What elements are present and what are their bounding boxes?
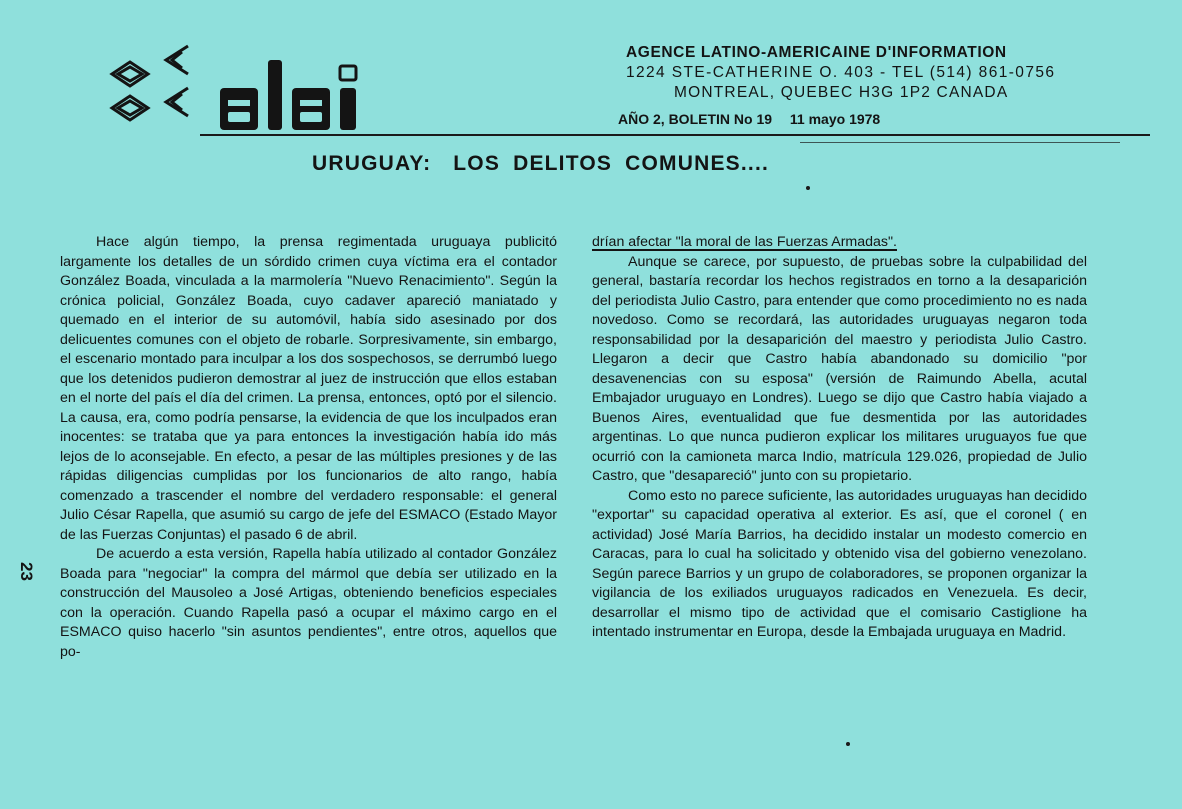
agency-name: AGENCE LATINO-AMERICAINE D'INFORMATION <box>626 44 1007 61</box>
right-paragraph-2: Como esto no parece suficiente, las autoridades uruguayas han decidido "exportar" su capacidad operativa al exterior. Es así, que el coronel ( en actividad) José María Barrios, ha decidido instalar un modesto comercio en Caracas, para lo cual ha solicitado y obtenido visa del gobierno venezolano. Según parece Barrios y un grupo de colaboradores, se proponen organizar la vigilancia de los exiliados uruguayos radicados en Venezuela. Es decir, desarrollar el mismo tipo de actividad que el comisario Castiglione ha intentado instrumentar en Europa, desde la Embajada uruguaya en Madrid. <box>592 487 1087 640</box>
headline-country: URUGUAY: <box>312 152 432 175</box>
agency-address: 1224 STE-CATHERINE O. 403 - TEL (514) 861-0756 <box>626 64 1056 81</box>
headline-title: LOS DELITOS COMUNES.... <box>453 152 770 175</box>
header-rule <box>200 134 1150 136</box>
ink-dot <box>806 186 810 190</box>
left-paragraph-2: De acuerdo a esta versión, Rapella había utilizado al contador González Boada para "negociar" la compra del mármol que debía ser utilizado en la construcción del Mausoleo a José Artigas, obteniendo beneficios especiales con la operación. Cuando Rapella pasó a ocupar el máximo cargo en el ESMACO quiso hacerlo "sin asuntos pendientes", entre otros, aquellos que po- <box>60 546 557 660</box>
headline <box>312 152 769 176</box>
issue-date: 11 mayo 1978 <box>789 111 881 127</box>
left-paragraph-1: Hace algún tiempo, la prensa regimentada uruguaya publicitó largamente los detalles de un sórdido crimen cuya víctima era el contador González Boada, vinculada a la marmolería "Nuevo Renacimiento". Según la crónica policial, González Boada, cuyo cadaver apareció maniatado y quemado en el interior de su automóvil, había sido asesinado por dos delicuentes comunes con el objeto de robarle. Sorpresivamente, sin embargo, el escenario montado para inculpar a los dos sospechosos, se derrumbó luego que los detenidos pudieron demostrar al juez de instrucción que ellos estaban en el norte del país el día del crimen. La prensa, entonces, optó por el silencio. La causa, era, como podría pensarse, la evidencia de que los inculpados eran inocentes: se trataba que ya para entonces la investigación había ido más lejos de lo aconsejable. En efecto, a pesar de las múltiples presiones y de las rápidas diligencias cumplidas por los funcionarios de alto rango, había comenzado a trascender el nombre del verdadero responsable: el general Julio César Rapella, que asumió su cargo de jefe del ESMACO (Estado Mayor de las Fuerzas Conjuntas) el pasado 6 de abril. <box>60 234 557 543</box>
left-column <box>60 233 557 662</box>
alai-logo <box>108 38 398 138</box>
issue-number: AÑO 2, BOLETIN No 19 <box>618 111 773 127</box>
right-paragraph-1: Aunque se carece, por supuesto, de pruebas sobre la culpabilidad del general, bastaría recordar los hechos registrados en torno a la desaparición del periodista Julio Castro, para entender que como procedimiento no es nada novedoso. Como se recordará, las autoridades uruguayas negaron toda responsabilidad por la desaparición del maestro y periodista Julio Castro. Llegaron a decir que Castro había abandonado su domicilio "por desavenencias con su esposa" (versión de Raimundo Abella, acutal Embajador uruguayo en Londres). Luego se dijo que Castro había viajado a Buenos Aires, eventualidad que fue desmentida por las autoridades argentinas. Lo que nunca pudieron explicar los militares uruguayos fue que ocurrió con la camioneta marca Indio, matrícula 129.026, propiedad de Julio Castro, que "desapareció" junto con su propietario. <box>592 253 1087 484</box>
agency-block <box>626 43 1146 103</box>
right-column <box>592 233 1087 643</box>
header-rule-secondary <box>800 142 1120 143</box>
agency-city: MONTREAL, QUEBEC H3G 1P2 CANADA <box>674 84 1009 101</box>
margin-page-number: 23 <box>17 562 36 581</box>
alai-logo-graphic <box>108 38 398 138</box>
right-paragraph-0: drían afectar "la moral de las Fuerzas Armadas". <box>592 234 897 250</box>
ink-dot <box>846 742 850 746</box>
bulletin-info <box>618 111 894 127</box>
